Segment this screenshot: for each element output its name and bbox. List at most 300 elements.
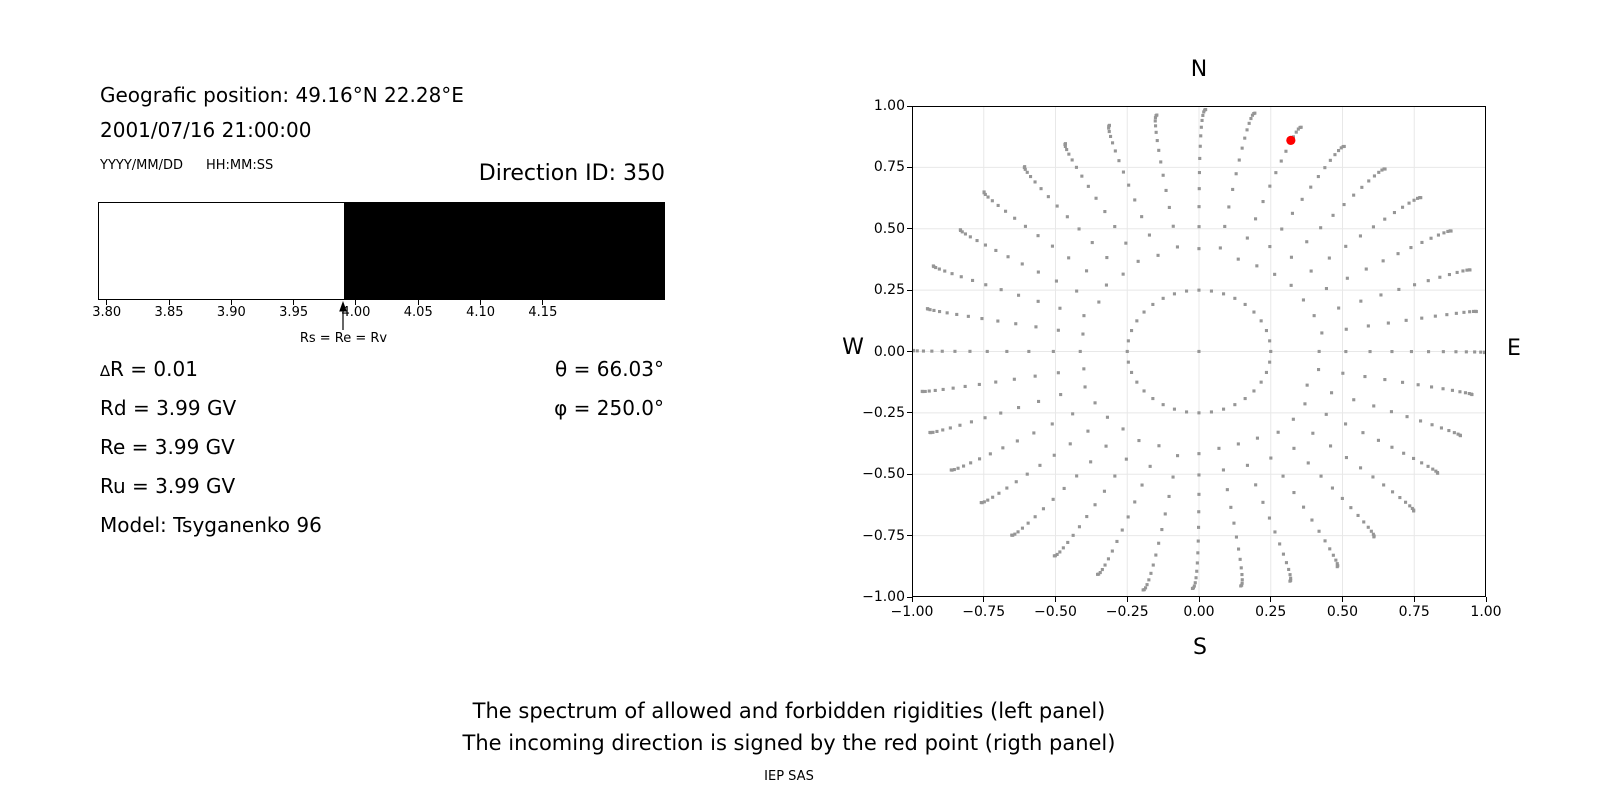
scatter-dot bbox=[1010, 534, 1013, 537]
y-tick-mark bbox=[907, 351, 912, 352]
scatter-dot bbox=[1249, 117, 1252, 120]
scatter-dot bbox=[1413, 283, 1416, 286]
scatter-dot bbox=[1062, 546, 1065, 549]
scatter-dot bbox=[1412, 509, 1415, 512]
scatter-dot bbox=[1369, 350, 1372, 353]
scatter-dot bbox=[1235, 536, 1238, 539]
param-delta-r-text: R = 0.01 bbox=[110, 357, 198, 381]
scatter-dot bbox=[1248, 122, 1251, 125]
scatter-dot bbox=[1346, 277, 1349, 280]
compass-south-label: S bbox=[1193, 635, 1207, 660]
scatter-dot bbox=[1393, 211, 1396, 214]
scatter-dot bbox=[1372, 225, 1375, 228]
scatter-dot bbox=[1047, 195, 1050, 198]
scatter-dot bbox=[1318, 350, 1321, 353]
direction-scatter-svg bbox=[912, 106, 1486, 597]
scatter-dot bbox=[1089, 460, 1092, 463]
scatter-dot bbox=[983, 190, 986, 193]
scatter-dot bbox=[1143, 389, 1146, 392]
scatter-dot bbox=[1420, 317, 1423, 320]
scatter-dot bbox=[1142, 588, 1145, 591]
scatter-dot bbox=[1113, 475, 1116, 478]
scatter-dot bbox=[1078, 227, 1081, 230]
scatter-dot bbox=[970, 420, 973, 423]
scatter-dot bbox=[1468, 268, 1471, 271]
scatter-dot bbox=[994, 381, 997, 384]
scatter-dot bbox=[1260, 319, 1263, 322]
param-ru: Ru = 3.99 GV bbox=[100, 474, 236, 498]
delta-icon: ∆ bbox=[100, 362, 111, 380]
scatter-dot bbox=[1465, 350, 1468, 353]
y-tick-label: 0.75 bbox=[873, 159, 905, 176]
scatter-dot bbox=[999, 412, 1002, 415]
scatter-dot bbox=[1162, 174, 1165, 177]
y-tick-label: −0.25 bbox=[862, 404, 905, 421]
scatter-dot bbox=[1199, 145, 1202, 148]
x-tick-label: −1.00 bbox=[890, 604, 934, 620]
scatter-dot bbox=[1254, 217, 1257, 220]
scatter-dot bbox=[1111, 141, 1114, 144]
scatter-dot bbox=[1244, 303, 1247, 306]
scatter-dot bbox=[1330, 391, 1333, 394]
x-tick-label: 0.50 bbox=[1326, 604, 1359, 620]
x-tick-mark bbox=[1127, 597, 1128, 602]
scatter-dot bbox=[1300, 126, 1303, 129]
scatter-dot bbox=[1173, 292, 1176, 295]
scatter-dot bbox=[1080, 175, 1083, 178]
scatter-dot bbox=[996, 320, 999, 323]
scatter-dot bbox=[1108, 124, 1111, 127]
direction-id-text: Direction ID: 350 bbox=[478, 161, 665, 186]
scatter-dot bbox=[1278, 542, 1281, 545]
scatter-dot bbox=[1067, 153, 1070, 156]
y-tick-mark bbox=[907, 474, 912, 475]
scatter-dot bbox=[1197, 473, 1200, 476]
scatter-dot bbox=[1427, 465, 1430, 468]
scatter-dot bbox=[1101, 568, 1104, 571]
scatter-dot bbox=[1419, 196, 1422, 199]
scatter-dot bbox=[1305, 240, 1308, 243]
spectrum-tick-label: 4.00 bbox=[341, 305, 371, 320]
scatter-dot bbox=[1149, 465, 1152, 468]
scatter-dot bbox=[1197, 452, 1200, 455]
scatter-dot bbox=[1464, 391, 1467, 394]
scatter-dot bbox=[1227, 205, 1230, 208]
scatter-dot bbox=[1195, 570, 1198, 573]
scatter-dot bbox=[1232, 522, 1235, 525]
scatter-dot bbox=[1097, 301, 1100, 304]
scatter-dot bbox=[1343, 145, 1346, 148]
scatter-dot bbox=[1122, 427, 1125, 430]
scatter-dot bbox=[1173, 408, 1176, 411]
scatter-dot bbox=[1197, 350, 1200, 353]
scatter-dot bbox=[1290, 256, 1293, 259]
scatter-dot bbox=[971, 279, 974, 282]
scatter-dot bbox=[1063, 487, 1066, 490]
scatter-dot bbox=[1401, 381, 1404, 384]
scatter-dot bbox=[1108, 130, 1111, 133]
caption-line-1: The spectrum of allowed and forbidden rigidities (left panel) bbox=[472, 699, 1106, 723]
scatter-dot bbox=[1458, 390, 1461, 393]
scatter-dot bbox=[1292, 418, 1295, 421]
param-rd: Rd = 3.99 GV bbox=[100, 396, 237, 420]
scatter-dot bbox=[1157, 542, 1160, 545]
scatter-dot bbox=[1013, 217, 1016, 220]
scatter-dot bbox=[1096, 573, 1099, 576]
scatter-dot bbox=[1427, 279, 1430, 282]
scatter-dot bbox=[1197, 510, 1200, 513]
scatter-dot bbox=[1268, 339, 1271, 342]
scatter-dot bbox=[1029, 175, 1032, 178]
scatter-dot bbox=[1113, 225, 1116, 228]
scatter-dot bbox=[1410, 350, 1413, 353]
scatter-dot bbox=[1310, 270, 1313, 273]
spectrum-tick-label: 4.15 bbox=[528, 305, 558, 320]
scatter-dot bbox=[1015, 480, 1018, 483]
spectrum-tick-label: 3.90 bbox=[216, 305, 246, 320]
scatter-dot bbox=[1430, 385, 1433, 388]
scatter-dot bbox=[1454, 350, 1457, 353]
scatter-dot bbox=[1017, 294, 1020, 297]
spectrum-tick-label: 3.85 bbox=[154, 305, 184, 320]
scatter-dot bbox=[1057, 371, 1060, 374]
scatter-dot bbox=[1172, 225, 1175, 228]
scatter-dot bbox=[1383, 378, 1386, 381]
y-tick-label: 0.25 bbox=[873, 282, 905, 299]
scatter-dot bbox=[1437, 234, 1440, 237]
scatter-dot bbox=[1473, 350, 1476, 353]
scatter-dot bbox=[1067, 256, 1070, 259]
scatter-dot bbox=[1103, 210, 1106, 213]
scatter-dot bbox=[952, 387, 955, 390]
scatter-dot bbox=[1254, 483, 1257, 486]
y-tick-label: −1.00 bbox=[862, 589, 905, 605]
scatter-dot bbox=[1455, 312, 1458, 315]
scatter-dot bbox=[1155, 114, 1158, 117]
scatter-dot bbox=[1302, 506, 1305, 509]
scatter-dot bbox=[950, 468, 953, 471]
scatter-dot bbox=[932, 309, 935, 312]
scatter-dot bbox=[1114, 149, 1117, 152]
scatter-dot bbox=[1052, 350, 1055, 353]
scatter-dot bbox=[930, 350, 933, 353]
scatter-dot bbox=[1419, 419, 1422, 422]
scatter-dot bbox=[1317, 368, 1320, 371]
scatter-dot bbox=[1345, 456, 1348, 459]
scatter-dot bbox=[1265, 329, 1268, 332]
scatter-dot bbox=[1282, 553, 1285, 556]
scatter-dot bbox=[959, 228, 962, 231]
x-tick-mark bbox=[912, 597, 913, 602]
scatter-dot bbox=[978, 457, 981, 460]
cutoff-arrow-label: Rs = Re = Rv bbox=[299, 331, 388, 346]
scatter-dot bbox=[951, 272, 954, 275]
scatter-dot bbox=[1078, 525, 1081, 528]
scatter-dot bbox=[1079, 350, 1082, 353]
scatter-dot bbox=[1280, 160, 1283, 163]
scatter-dot bbox=[964, 385, 967, 388]
y-tick-label: −0.50 bbox=[862, 466, 905, 483]
scatter-dot bbox=[1479, 351, 1482, 354]
scatter-dot bbox=[1051, 422, 1054, 425]
scatter-dot bbox=[941, 350, 944, 353]
scatter-dot bbox=[1382, 259, 1385, 262]
scatter-dot bbox=[1198, 171, 1201, 174]
scatter-dot bbox=[1082, 367, 1085, 370]
y-tick-mark bbox=[907, 597, 912, 598]
scatter-dot bbox=[1253, 112, 1256, 115]
scatter-dot bbox=[1436, 472, 1439, 475]
x-tick-label: 0.00 bbox=[1183, 604, 1215, 620]
scatter-dot bbox=[1442, 350, 1445, 353]
scatter-dot bbox=[1238, 159, 1241, 162]
scatter-dot bbox=[928, 431, 931, 434]
scatter-dot bbox=[1268, 517, 1271, 520]
scatter-dot bbox=[1365, 268, 1368, 271]
scatter-dot bbox=[1256, 437, 1259, 440]
compass-north-label: N bbox=[1190, 57, 1208, 82]
scatter-dot bbox=[1052, 498, 1055, 501]
forbidden-region bbox=[344, 203, 664, 299]
scatter-dot bbox=[1222, 408, 1225, 411]
scatter-dot bbox=[1065, 148, 1068, 151]
scatter-dot bbox=[957, 467, 960, 470]
scatter-dot bbox=[1201, 114, 1204, 117]
scatter-dot bbox=[1459, 434, 1462, 437]
y-tick-mark bbox=[907, 412, 912, 413]
scatter-dot bbox=[1198, 187, 1201, 190]
scatter-dot bbox=[1066, 215, 1069, 218]
scatter-dot bbox=[1255, 264, 1258, 267]
scatter-dot bbox=[1005, 350, 1008, 353]
scatter-dot bbox=[1231, 188, 1234, 191]
scatter-dot bbox=[984, 416, 987, 419]
scatter-dot bbox=[1310, 519, 1313, 522]
scatter-dot bbox=[1148, 234, 1151, 237]
scatter-dot bbox=[1094, 401, 1097, 404]
scatter-dot bbox=[1246, 464, 1249, 467]
scatter-dot bbox=[1344, 245, 1347, 248]
scatter-dot bbox=[1057, 329, 1060, 332]
scatter-dot bbox=[1168, 495, 1171, 498]
scatter-dot bbox=[1468, 310, 1471, 313]
scatter-dot bbox=[1034, 180, 1037, 183]
scatter-dot bbox=[1172, 476, 1175, 479]
scatter-dot bbox=[1085, 269, 1088, 272]
scatter-dot bbox=[1105, 445, 1108, 448]
scatter-dot bbox=[1137, 439, 1140, 442]
scatter-dot bbox=[1017, 406, 1020, 409]
scatter-dot bbox=[1164, 512, 1167, 515]
spectrum-tick-label: 4.05 bbox=[403, 305, 433, 320]
scatter-dot bbox=[1141, 484, 1144, 487]
scatter-dot bbox=[960, 275, 963, 278]
scatter-dot bbox=[1081, 333, 1084, 336]
compass-east-label: E bbox=[1507, 336, 1521, 362]
scatter-dot bbox=[1117, 159, 1120, 162]
scatter-dot bbox=[1239, 584, 1242, 587]
scatter-dot bbox=[1185, 410, 1188, 413]
scatter-dot bbox=[964, 232, 967, 235]
scatter-dot bbox=[1332, 554, 1335, 557]
scatter-dot bbox=[1451, 389, 1454, 392]
scatter-dot bbox=[1302, 298, 1305, 301]
scatter-dot bbox=[1197, 289, 1200, 292]
scatter-dot bbox=[1292, 491, 1295, 494]
scatter-dot bbox=[984, 283, 987, 286]
scatter-dot bbox=[1470, 393, 1473, 396]
scatter-dot bbox=[1462, 311, 1465, 314]
scatter-dot bbox=[1053, 554, 1056, 557]
scatter-dot bbox=[1055, 280, 1058, 283]
scatter-dot bbox=[1336, 565, 1339, 568]
scatter-dot bbox=[1323, 166, 1326, 169]
scatter-dot bbox=[969, 461, 972, 464]
scatter-dot bbox=[1027, 350, 1030, 353]
scatter-dot bbox=[935, 430, 938, 433]
scatter-dot bbox=[1037, 271, 1040, 274]
scatter-dot bbox=[997, 492, 1000, 495]
scatter-dot bbox=[1402, 452, 1405, 455]
scatter-dot bbox=[1319, 226, 1322, 229]
scatter-dot bbox=[1154, 124, 1157, 127]
scatter-dot bbox=[1377, 171, 1380, 174]
scatter-dot bbox=[1359, 300, 1362, 303]
scatter-dot bbox=[1059, 393, 1062, 396]
scatter-dot bbox=[1379, 293, 1382, 296]
scatter-dot bbox=[1363, 375, 1366, 378]
y-tick-mark bbox=[907, 535, 912, 536]
y-tick-mark bbox=[907, 290, 912, 291]
scatter-dot bbox=[1361, 431, 1364, 434]
scatter-dot bbox=[1109, 135, 1112, 138]
scatter-dot bbox=[1417, 383, 1420, 386]
scatter-dot bbox=[1126, 350, 1129, 353]
scatter-dot bbox=[1289, 573, 1292, 576]
scatter-dot bbox=[1016, 439, 1019, 442]
spectrum-tick-label: 3.80 bbox=[92, 305, 122, 320]
scatter-dot bbox=[1042, 507, 1045, 510]
scatter-dot bbox=[1082, 314, 1085, 317]
scatter-dot bbox=[1317, 175, 1320, 178]
scatter-dot bbox=[969, 235, 972, 238]
scatter-dot bbox=[1115, 540, 1118, 543]
x-tick-label: 0.75 bbox=[1398, 604, 1430, 620]
scatter-dot bbox=[1265, 371, 1268, 374]
x-tick-mark bbox=[1414, 597, 1415, 602]
x-tick-label: 1.00 bbox=[1470, 604, 1502, 620]
scatter-dot bbox=[1233, 297, 1236, 300]
scatter-dot bbox=[1198, 205, 1201, 208]
scatter-dot bbox=[1027, 522, 1030, 525]
y-tick-mark bbox=[907, 167, 912, 168]
scatter-dot bbox=[1280, 228, 1283, 231]
scatter-dot bbox=[1160, 528, 1163, 531]
scatter-dot bbox=[1210, 410, 1213, 413]
scatter-dot bbox=[1292, 447, 1295, 450]
x-tick-label: −0.75 bbox=[962, 604, 1006, 620]
scatter-dot bbox=[1372, 535, 1375, 538]
scatter-dot bbox=[1438, 276, 1441, 279]
x-tick-mark bbox=[1199, 597, 1200, 602]
scatter-dot bbox=[1240, 573, 1243, 576]
scatter-dot bbox=[1260, 381, 1263, 384]
scatter-dot bbox=[1290, 284, 1293, 287]
scatter-dot bbox=[1133, 500, 1136, 503]
scatter-dot bbox=[1341, 497, 1344, 500]
x-tick-mark bbox=[1270, 597, 1271, 602]
y-tick-label: −0.75 bbox=[862, 527, 905, 544]
scatter-dot bbox=[1405, 319, 1408, 322]
scatter-dot bbox=[932, 264, 935, 267]
x-tick-mark bbox=[1342, 597, 1343, 602]
scatter-dot bbox=[1146, 583, 1149, 586]
scatter-dot bbox=[1017, 530, 1020, 533]
scatter-dot bbox=[1268, 185, 1271, 188]
direction-map-chart bbox=[912, 106, 1486, 597]
scatter-dot bbox=[1324, 539, 1327, 542]
scatter-dot bbox=[1111, 550, 1114, 553]
scatter-dot bbox=[938, 310, 941, 313]
param-re: Re = 3.99 GV bbox=[100, 435, 235, 459]
scatter-dot bbox=[1311, 432, 1314, 435]
scatter-dot bbox=[1309, 186, 1312, 189]
scatter-dot bbox=[1204, 108, 1207, 111]
scatter-dot bbox=[1127, 339, 1130, 342]
scatter-dot bbox=[1397, 252, 1400, 255]
scatter-dot bbox=[1130, 329, 1133, 332]
scatter-dot bbox=[1087, 185, 1090, 188]
scatter-dot bbox=[1461, 269, 1464, 272]
scatter-dot bbox=[1032, 431, 1035, 434]
scatter-dot bbox=[1159, 160, 1162, 163]
scatter-dot bbox=[1064, 142, 1067, 145]
scatter-dot bbox=[1091, 241, 1094, 244]
scatter-dot bbox=[953, 350, 956, 353]
x-tick-label: 0.25 bbox=[1255, 604, 1287, 620]
scatter-dot bbox=[1075, 290, 1078, 293]
scatter-dot bbox=[1086, 430, 1089, 433]
scatter-dot bbox=[1135, 319, 1138, 322]
scatter-dot bbox=[1337, 307, 1340, 310]
scatter-dot bbox=[1475, 310, 1478, 313]
scatter-dot bbox=[1121, 529, 1124, 532]
scatter-dot bbox=[1071, 158, 1074, 161]
scatter-dot bbox=[1004, 210, 1007, 213]
scatter-dot bbox=[1201, 119, 1204, 122]
scatter-dot bbox=[1200, 126, 1203, 129]
scatter-dot bbox=[1377, 439, 1380, 442]
scatter-dot bbox=[1329, 444, 1332, 447]
red-point bbox=[1286, 136, 1295, 145]
scatter-dot bbox=[1107, 557, 1110, 560]
scatter-dot bbox=[1127, 184, 1130, 187]
scatter-dot bbox=[1273, 530, 1276, 533]
scatter-dot bbox=[1301, 198, 1304, 201]
scatter-dot bbox=[1198, 157, 1201, 160]
scatter-dot bbox=[1056, 205, 1059, 208]
scatter-dot bbox=[1244, 397, 1247, 400]
scatter-dot bbox=[1450, 230, 1453, 233]
scatter-dot bbox=[1434, 315, 1437, 318]
scatter-dot bbox=[1026, 473, 1029, 476]
scatter-dot bbox=[1318, 530, 1321, 533]
scatter-dot bbox=[1252, 311, 1255, 314]
scatter-dot bbox=[1034, 375, 1037, 378]
scatter-dot bbox=[1210, 290, 1213, 293]
scatter-dot bbox=[1325, 413, 1328, 416]
scatter-dot bbox=[1197, 540, 1200, 543]
